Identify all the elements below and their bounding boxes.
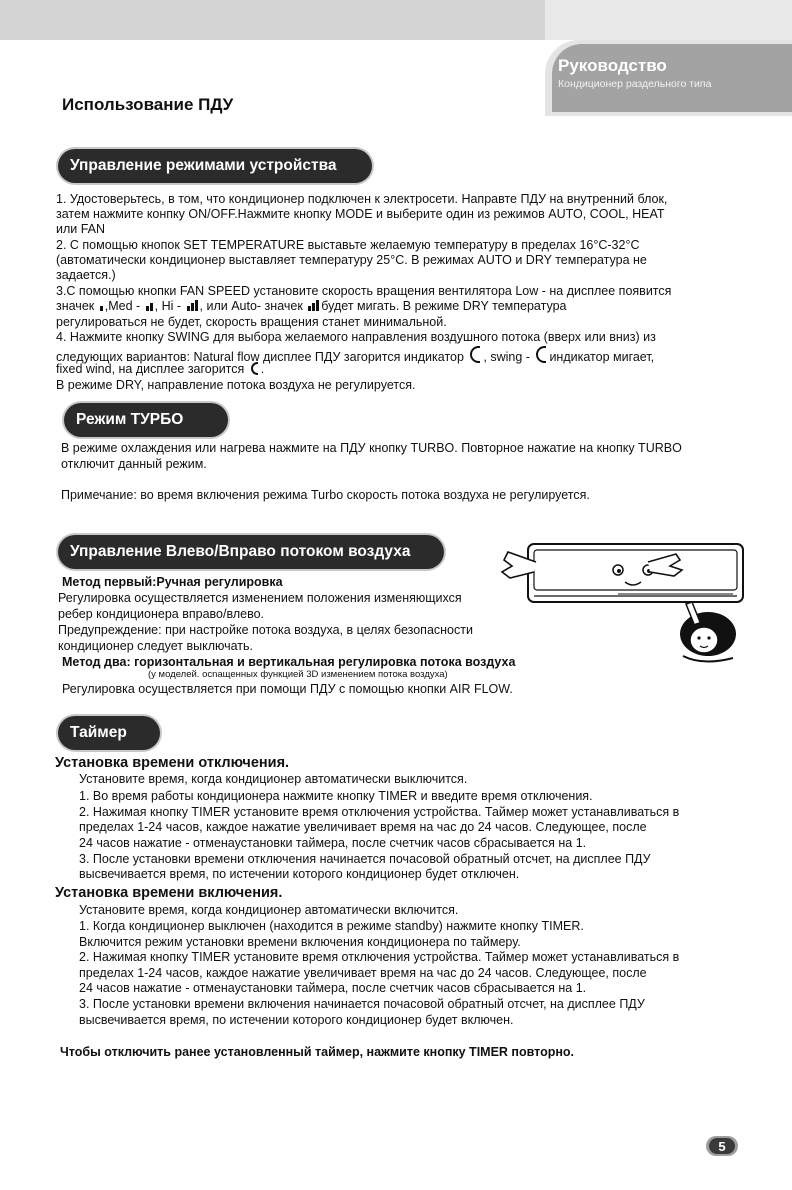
fan-med-icon xyxy=(146,303,153,311)
fan-low-icon xyxy=(100,306,103,311)
natural-flow-indicator-icon xyxy=(470,346,480,363)
swing-line-part: индикатор мигает, xyxy=(549,350,655,364)
header-tab xyxy=(545,0,792,40)
modes-line: задается.) xyxy=(56,268,116,282)
fan-line-part: будет мигать. В режиме DRY температура xyxy=(321,299,567,313)
modes-line: регулироваться не будет, скорость вращения станет минимальной. xyxy=(56,315,447,329)
timer-on-line: 24 часов нажатие - отменаустановки таймера, после счетчик часов сбрасывается на 1. xyxy=(79,981,587,995)
method1-line: ребер кондиционера вправо/влево. xyxy=(58,607,264,621)
modes-line: 3.С помощью кнопки FAN SPEED установите скорость вращения вентилятора Low - на дисплее появится xyxy=(56,284,672,298)
method1-line: Регулировка осуществляется изменением положения изменяющихся xyxy=(58,591,462,605)
modes-line: 4. Нажмите кнопку SWING для выбора желаемого направления воздушного потока (вверх или вниз) из xyxy=(56,330,656,344)
timer-off-line: Установите время, когда кондиционер автоматически выключится. xyxy=(79,772,468,786)
air-conditioner-illustration xyxy=(498,538,750,668)
method2-title: Метод два: горизонтальная и вертикальная регулировка потока воздуха xyxy=(62,655,516,669)
timer-off-line: 3. После установки времени отключения начинается почасовой обратный отсчет, на дисплее ПДУ xyxy=(79,852,651,866)
fixed-line-part: . xyxy=(260,362,265,376)
timer-on-line: 2. Нажимая кнопку TIMER установите время отключения устройства. Таймер может устанавливаться в xyxy=(79,950,680,964)
swing-line-part: следующих вариантов: Natural flow дисплее ПДУ загорится индикатор xyxy=(56,350,464,364)
fixed-line-part: fixed wind, на дисплее загорится xyxy=(56,362,245,376)
modes-line: В режиме DRY, направление потока воздуха не регулируется. xyxy=(56,378,416,392)
modes-line: 1. Удостоверьтесь, в том, что кондиционер подключен к электросети. Направте ПДУ на внутренний блок, xyxy=(56,192,668,206)
page-number: 5 xyxy=(709,1138,735,1154)
modes-line: затем нажмите конпку ON/OFF.Нажмите кнопку MODE и выберите один из режимов AUTO, COOL, HEAT xyxy=(56,207,665,221)
fixed-wind-line xyxy=(56,362,264,378)
turbo-note: Примечание: во время включения режима Turbo скорость потока воздуха не регулируется. xyxy=(61,488,590,502)
turbo-line: отключит данный режим. xyxy=(61,457,207,471)
method2-line: Регулировка осуществляется при помощи ПДУ с помощью кнопки AIR FLOW. xyxy=(62,682,513,696)
timer-footer-note: Чтобы отключить ранее установленный таймер, нажмите кнопку TIMER повторно. xyxy=(60,1045,575,1059)
brand-title: Руководство xyxy=(558,56,667,75)
brand-subtitle: Кондиционер раздельного типа xyxy=(558,78,712,90)
fan-line-part: ,Med - xyxy=(104,299,141,313)
turbo-line: В режиме охлаждения или нагрева нажмите на ПДУ кнопку TURBO. Повторное нажатие на кнопку TURBO xyxy=(61,441,682,455)
modes-line: или FAN xyxy=(56,222,106,236)
modes-line: 2. С помощью кнопок SET TEMPERATURE выставьте желаемую температуру в пределах 16°C-32°C xyxy=(56,238,640,252)
fan-speed-line xyxy=(56,299,566,315)
timer-off-line: 2. Нажимая кнопку TIMER установите время отключения устройства. Таймер может устанавливаться в xyxy=(79,805,680,819)
timer-off-line: пределах 1-24 часов, каждое нажатие увеличивает время на час до 24 часов. Следующее, после xyxy=(79,820,647,834)
timer-on-line: 3. После установки времени включения начинается почасовой обратный отсчет, на дисплее ПДУ xyxy=(79,997,645,1011)
timer-on-line: Включится режим установки времени включения кондиционера по таймеру. xyxy=(79,935,521,949)
swing-indicator-icon xyxy=(536,346,546,363)
section-heading-airflow: Управление Влево/Вправо потоком воздуха xyxy=(58,535,444,569)
swing-line-part: , swing - xyxy=(483,350,530,364)
timer-on-line: пределах 1-24 часов, каждое нажатие увеличивает время на час до 24 часов. Следующее, после xyxy=(79,966,647,980)
timer-on-title: Установка времени включения. xyxy=(55,885,283,901)
timer-off-line: 24 часов нажатие - отменаустановки таймера, после счетчик часов сбрасывается на 1. xyxy=(79,836,587,850)
fan-line-part: , или Auto- значек xyxy=(199,299,303,313)
page-title: Использование ПДУ xyxy=(62,95,234,114)
section-heading-modes: Управление режимами устройства xyxy=(58,149,372,183)
fixed-wind-indicator-icon xyxy=(251,362,258,375)
method1-title: Метод первый:Ручная регулировка xyxy=(62,575,283,589)
modes-line: (автоматически кондиционер выставляет температуру 25°C. В режимах AUTO и DRY температура не xyxy=(56,253,647,267)
fan-auto-icon xyxy=(308,300,319,311)
fan-line-part: , Hi - xyxy=(154,299,182,313)
timer-on-line: 1. Когда кондиционер выключен (находится в режиме standby) нажмите кнопку TIMER. xyxy=(79,919,584,933)
method1-line: кондиционер следует выключать. xyxy=(58,639,254,653)
fan-high-icon xyxy=(187,300,198,311)
method2-note: (у моделей. осnащенных функцией 3D изменением потока воздуха) xyxy=(148,669,448,680)
fan-line-part: значек xyxy=(56,299,95,313)
timer-on-line: Установите время, когда кондиционер автоматически включится. xyxy=(79,903,459,917)
timer-off-title: Установка времени отключения. xyxy=(55,755,290,771)
section-heading-timer: Таймер xyxy=(58,716,160,750)
method1-line: Предупреждение: при настройке потока воздуха, в целях безопасности xyxy=(58,623,473,637)
section-heading-turbo: Режим ТУРБО xyxy=(64,403,228,437)
timer-off-line: высвечивается время, по истечении которого кондиционер будет отключен. xyxy=(79,867,520,881)
timer-on-line: высвечивается время, по истечении которого кондиционер будет включен. xyxy=(79,1013,514,1027)
timer-off-line: 1. Во время работы кондиционера нажмите кнопку TIMER и введите время отключения. xyxy=(79,789,593,803)
